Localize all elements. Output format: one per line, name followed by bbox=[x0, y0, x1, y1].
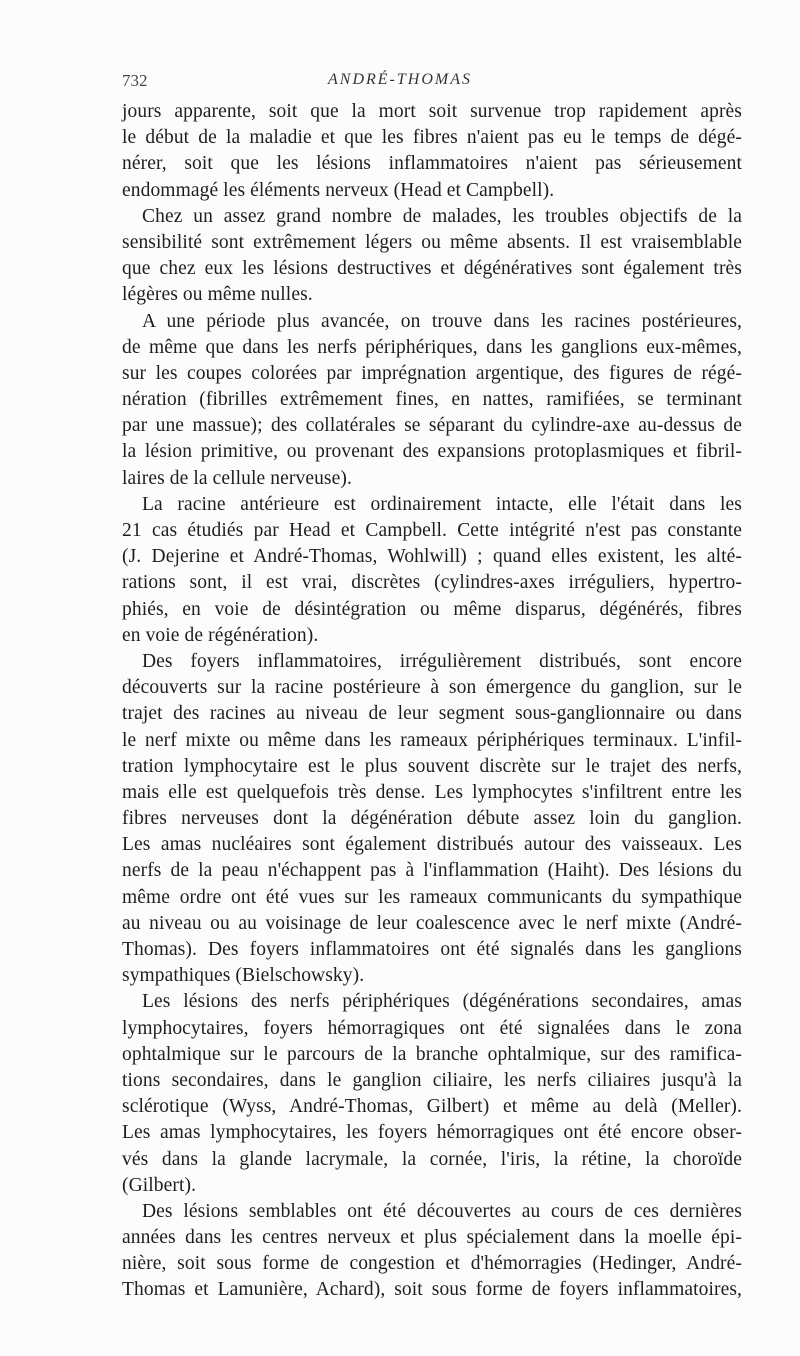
text-line: rations sont, il est vrai, discrètes (cylindres-axes irréguliers, hypertro- bbox=[122, 572, 742, 594]
paragraph bbox=[122, 989, 742, 1199]
text-line: découverts sur la racine postérieure à son émergence du ganglion, sur le bbox=[122, 677, 742, 699]
text-line: sensibilité sont extrêmement légers ou même absents. Il est vraisemblable bbox=[122, 231, 742, 253]
text-line: nerfs de la peau n'échappent pas à l'inflammation (Haiht). Des lésions du bbox=[122, 860, 742, 882]
text-line: sur les coupes colorées par imprégnation argentique, des figures de régé- bbox=[122, 362, 742, 384]
text-line: endommagé les éléments nerveux (Head et Campbell). bbox=[122, 179, 555, 201]
text-line: même ordre ont été vues sur les rameaux communicants du sympathique bbox=[122, 886, 742, 908]
text-line: jours apparente, soit que la mort soit survenue trop rapidement après bbox=[122, 101, 742, 122]
text-line: A une période plus avancée, on trouve dans les racines postérieures, bbox=[142, 310, 742, 332]
text-line: le nerf mixte ou même dans les rameaux périphériques terminaux. L'infil- bbox=[122, 729, 742, 751]
text-line: années dans les centres nerveux et plus spécialement dans la moelle épi- bbox=[122, 1227, 742, 1249]
text-line: Les amas nucléaires sont également distribués autour des vaisseaux. Les bbox=[122, 834, 742, 856]
text-line: au niveau ou au voisinage de leur coalescence avec le nerf mixte (André- bbox=[122, 912, 742, 934]
text-line: en voie de régénération). bbox=[122, 624, 319, 646]
text-line: (Gilbert). bbox=[122, 1174, 197, 1196]
text-line: la lésion primitive, ou provenant des expansions protoplasmiques et fibril- bbox=[122, 441, 742, 463]
running-head: ANDRÉ-THOMAS bbox=[328, 71, 472, 88]
text-line: légères ou même nulles. bbox=[122, 284, 313, 306]
text-line: vés dans la glande lacrymale, la cornée, l'iris, la rétine, la choroïde bbox=[122, 1148, 742, 1170]
text-line: Thomas). Des foyers inflammatoires ont été signalés dans les ganglions bbox=[122, 939, 742, 960]
text-line: fibres nerveuses dont la dégénération débute assez loin du ganglion. bbox=[122, 808, 742, 830]
text-line: que chez eux les lésions destructives et dégénératives sont également très bbox=[122, 258, 742, 280]
text-line: La racine antérieure est ordinairement intacte, elle l'était dans les bbox=[142, 493, 742, 515]
text-line: laires de la cellule nerveuse). bbox=[122, 467, 352, 489]
text-line: trajet des racines au niveau de leur segment sous-ganglionnaire ou dans bbox=[122, 703, 742, 725]
text-line: Les lésions des nerfs périphériques (dégénérations secondaires, amas bbox=[142, 991, 742, 1013]
paragraph bbox=[122, 1199, 742, 1304]
text-line: de même que dans les nerfs périphériques, dans les ganglions eux-mêmes, bbox=[122, 336, 742, 358]
text-line: sympathiques (Bielschowsky). bbox=[122, 965, 365, 987]
text-line: (J. Dejerine et André-Thomas, Wohlwill) ; quand elles existent, les alté- bbox=[122, 546, 742, 568]
text-line: nérer, soit que les lésions inflammatoires n'aient pas sérieusement bbox=[122, 153, 742, 175]
text-line: Chez un assez grand nombre de malades, les troubles objectifs de la bbox=[142, 205, 742, 227]
text-line: le début de la maladie et que les fibres n'aient pas eu le temps de dégé- bbox=[122, 127, 742, 149]
text-line: tration lymphocytaire est le plus souvent discrète sur le trajet des nerfs, bbox=[122, 755, 742, 777]
paragraph bbox=[122, 492, 742, 649]
text-line: Thomas et Lamunière, Achard), soit sous forme de foyers inflammatoires, bbox=[122, 1279, 742, 1301]
text-line: par une massue); des collatérales se séparant du cylindre-axe au-dessus de bbox=[122, 415, 742, 437]
text-line: lymphocytaires, foyers hémorragiques ont été signalées dans le zona bbox=[122, 1017, 742, 1039]
body-text bbox=[122, 99, 742, 1304]
text-line: tions secondaires, dans le ganglion ciliaire, les nerfs ciliaires jusqu'à la bbox=[122, 1069, 742, 1091]
text-line: nération (fibrilles extrêmement fines, en nattes, ramifiées, se terminant bbox=[122, 389, 742, 411]
paragraph bbox=[122, 649, 742, 989]
text-line: Les amas lymphocytaires, les foyers hémorragiques ont été encore obser- bbox=[122, 1122, 742, 1144]
paragraph bbox=[122, 309, 742, 492]
text-line: ophtalmique sur le parcours de la branche ophtalmique, sur des ramifica- bbox=[122, 1043, 742, 1065]
text-line: nière, soit sous forme de congestion et d'hémorragies (Hedinger, André- bbox=[122, 1253, 742, 1275]
text-line: phiés, en voie de désintégration ou même disparus, dégénérés, fibres bbox=[122, 598, 742, 620]
paragraph bbox=[122, 99, 742, 204]
text-line: mais elle est quelquefois très dense. Les lymphocytes s'infiltrent entre les bbox=[122, 781, 742, 803]
page-number: 732 bbox=[122, 71, 148, 90]
text-line: Des lésions semblables ont été découvertes au cours de ces dernières bbox=[142, 1200, 742, 1222]
text-line: 21 cas étudiés par Head et Campbell. Cette intégrité n'est pas constante bbox=[122, 520, 742, 541]
paragraph bbox=[122, 204, 742, 309]
text-line: sclérotique (Wyss, André-Thomas, Gilbert) et même au delà (Meller). bbox=[122, 1096, 742, 1118]
text-line: Des foyers inflammatoires, irrégulièrement distribués, sont encore bbox=[142, 650, 742, 672]
